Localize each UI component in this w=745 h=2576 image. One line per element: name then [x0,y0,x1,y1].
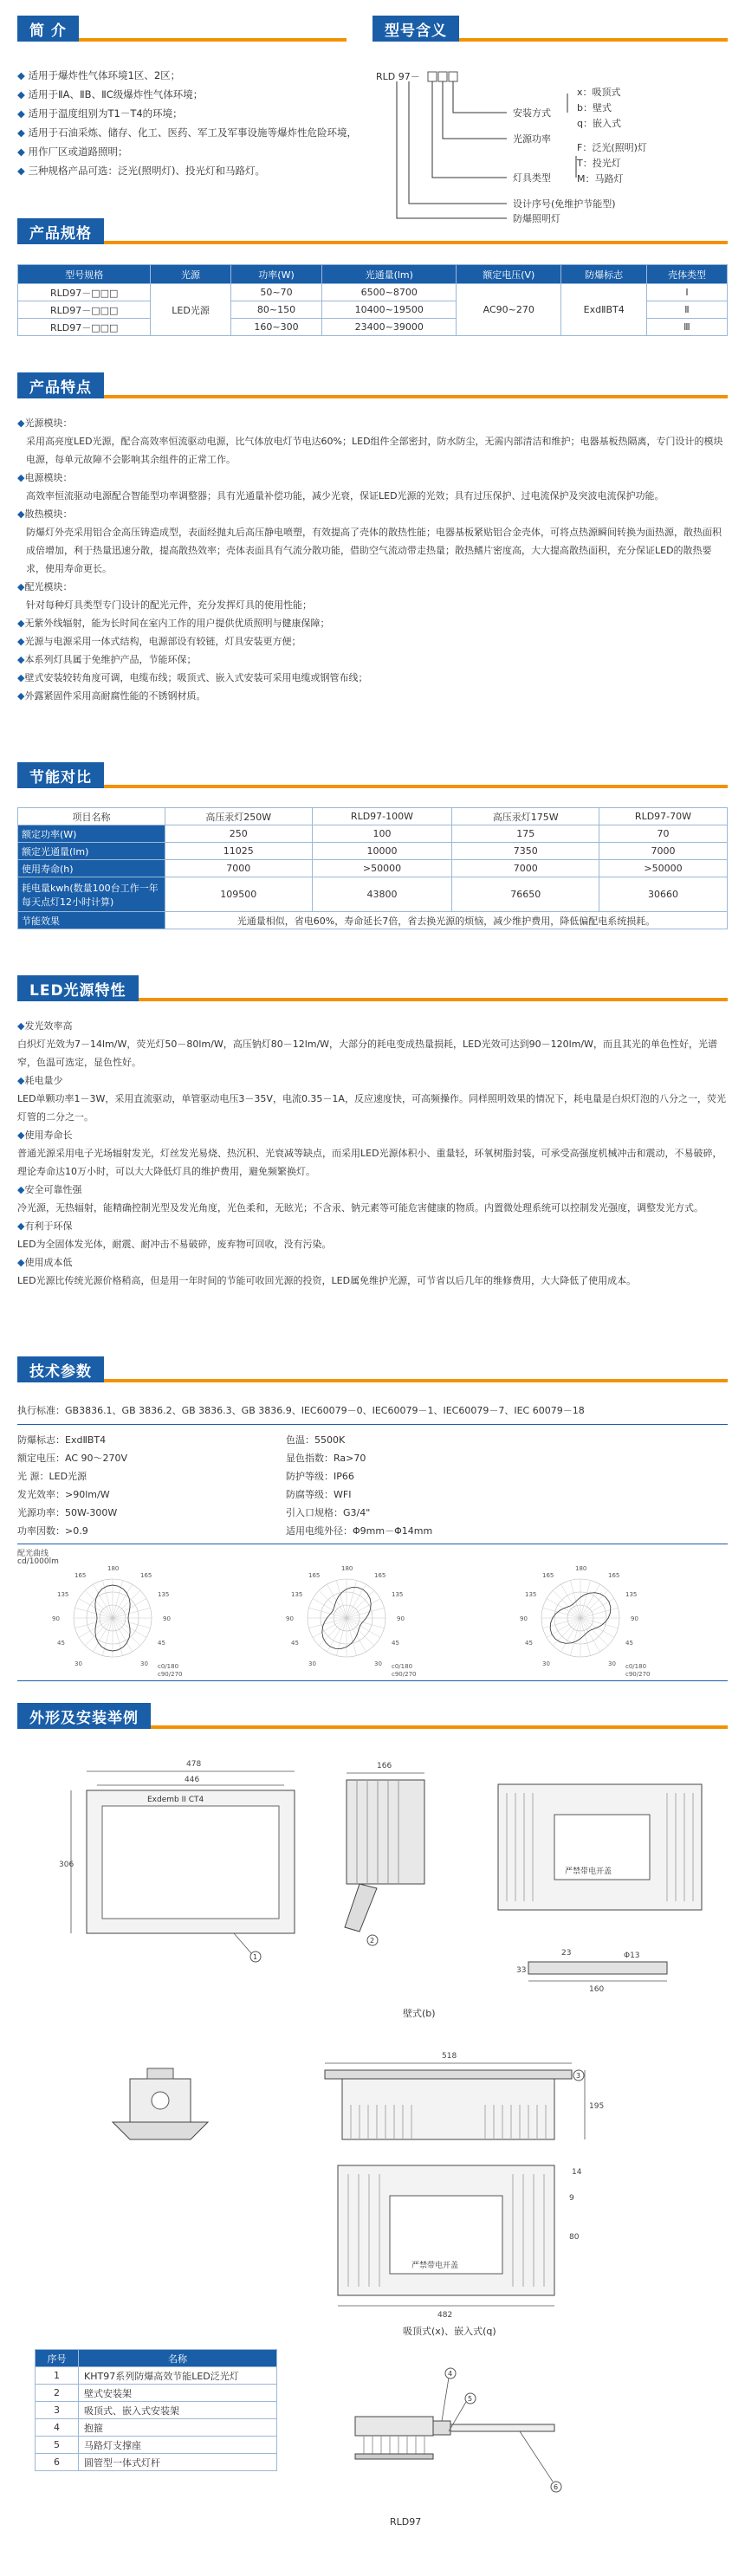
tech-param: 适用电缆外径：Φ9mm－Φ14mm [286,1525,433,1537]
spec-col-header: 功率(W) [230,265,322,284]
tech-param: 光源功率：50W-300W [17,1507,118,1518]
energy-row: 额定光通量(lm) 11025 10000 7350 7000 [18,843,728,860]
energy-row: 额定功率(W) 250 100 175 70 [18,825,728,843]
svg-text:518: 518 [442,2052,457,2061]
spec-col-header: 光通量(lm) [322,265,457,284]
svg-text:c90/270: c90/270 [158,1671,183,1678]
svg-text:80: 80 [569,2233,580,2242]
feature-title: ◆散热模块： [17,508,73,520]
feature-title: ◆电源模块： [17,472,73,483]
led-feature-body: LED光源比传统光源价格稍高，但是用一年时间的节能可收回光源的投资，LED属免维护光源，可节省以后几年的维修费用，大大降低了使用成本。 [17,1275,637,1286]
tech-right [286,1431,546,1540]
nameplate: Exdemb II CT4 [147,1796,204,1804]
svg-text:90: 90 [286,1615,294,1622]
curve-title: 配光曲线 [17,1550,49,1558]
spec-col-header: 额定电压(V) [457,265,561,284]
svg-text:90: 90 [163,1615,171,1622]
svg-text:T：投光灯: T：投光灯 [577,158,621,169]
svg-text:33: 33 [516,1966,527,1975]
svg-text:135: 135 [57,1591,69,1598]
svg-text:45: 45 [525,1640,533,1647]
tech-header [17,1356,728,1382]
svg-text:166: 166 [377,1762,392,1770]
svg-text:135: 135 [625,1591,638,1598]
parts-row: 3 吸顶式、嵌入式安装架 [36,2402,277,2419]
svg-text:4: 4 [448,2370,453,2378]
svg-text:482: 482 [437,2311,453,2320]
svg-text:45: 45 [392,1640,399,1647]
feature-title: ◆光源模块： [17,417,73,429]
ceiling-mount-drawing [17,2044,728,2339]
model-title: 型号含义 [372,16,459,42]
polar-curve [52,1565,182,1678]
rld-caption: RLD97 [390,2516,422,2527]
led-feature-title: ◆有利于环保 [17,1220,73,1232]
polar-curve [286,1565,416,1678]
install-title: 外形及安装举例 [17,1703,151,1729]
feature-body: 针对每种灯具类型专门设计的配光元件，充分发挥灯具的使用性能； [26,599,312,611]
tech-param: 额定电压：AC 90～270V [17,1453,128,1464]
svg-text:180: 180 [341,1565,353,1572]
svg-text:165: 165 [542,1572,554,1579]
led-feature-body: LED为全固体发光体，耐震、耐冲击不易破碎，废弃物可回收，没有污染。 [17,1239,332,1250]
svg-text:30: 30 [608,1660,616,1667]
intro-item: ◆ 三种规格产品可选：泛光(照明灯)、投光灯和马路灯。 [17,165,265,177]
svg-text:165: 165 [140,1572,152,1579]
svg-text:M：马路灯: M：马路灯 [577,173,624,184]
led-feature-body: LED单颗功率1－3W，采用直流驱动，单管驱动电压3－35V，电流0.35－1A，反应速度快，可高频操作。同样照明效果的情况下，耗电量是白炽灯泡的八分之一，荧光灯管的二分之一。 [17,1093,726,1123]
features-header [17,372,728,398]
feature-title: ◆配光模块： [17,581,73,592]
svg-text:b：壁式: b：壁式 [577,102,612,113]
led-feature-body: 白炽灯光效为7－14lm/W，荧光灯50－80lm/W，高压钠灯80－12lm/W，大部分的耗电变成热量损耗，LED光效可达到90－120lm/W，而且其光的单色性好，光谱窄，色温可选定，显色性好。 [17,1039,717,1068]
svg-text:c0/180: c0/180 [158,1663,179,1670]
feature-bullet: ◆无紫外线辐射，能为长时间在室内工作的用户提供优质照明与健康保障； [17,618,330,629]
tech-param: 光 源：LED光源 [17,1471,87,1482]
specs-title: 产品规格 [17,218,104,244]
svg-text:Φ13: Φ13 [624,1951,640,1960]
feature-bullet: ◆光源与电源采用一体式结构，电源部设有较链，灯具安装更方便； [17,636,301,647]
label-type: 灯具类型 [513,172,551,184]
spec-table: 型号规格 光源 功率(W) 光通量(lm) 额定电压(V) 防爆标志 壳体类型 RLD97－□□□ LED光源 50~70 6500~8700 AC90~270 ExdⅡBT4 Ⅰ RLD97－□□□ 80~150 10400~19500 Ⅱ RLD97－□□□ 160~300 23400~39000 Ⅲ [17,264,728,336]
tech-param: 防护等级：IP66 [286,1471,354,1482]
svg-text:c0/180: c0/180 [392,1663,413,1670]
led-list [17,1017,728,1290]
svg-text:45: 45 [158,1640,165,1647]
tech-title: 技术参数 [17,1356,104,1382]
svg-text:2: 2 [370,1937,375,1945]
parts-table: 序号 名称 1 KHT97系列防爆高效节能LED泛光灯 2 壁式安装架 3 吸顶式、嵌入式安装架 4 抱箍 5 马路灯支撑座 6 圆管型一体式灯杆 [35,2349,277,2471]
svg-text:45: 45 [57,1640,65,1647]
feature-bullet: ◆壁式安装较转角度可调，电缆布线；吸顶式、嵌入式安装可采用电缆或钢管布线； [17,672,368,683]
svg-text:165: 165 [74,1572,87,1579]
energy-table [17,807,728,929]
led-header [17,975,728,1001]
spec-col-header: 防爆标志 [561,265,647,284]
led-feature-body: 普通光源采用电子光场辐射发光，灯丝发光易烧、热沉积、光衰减等缺点，而采用LED光源体积小、重量轻，环氧树脂封装，可承受高强度机械冲击和震动，不易破碎，理论寿命达10万小时，可以大大降低灯具的维护费用，避免频繁换灯。 [17,1148,722,1177]
svg-text:160: 160 [589,1985,605,1994]
svg-text:1: 1 [253,1953,258,1961]
svg-text:135: 135 [291,1591,303,1598]
svg-text:30: 30 [374,1660,382,1667]
svg-text:135: 135 [525,1591,537,1598]
tech-param: 色温：5500K [286,1434,346,1446]
wall-caption: 壁式(b) [403,2008,436,2019]
svg-text:14: 14 [572,2168,582,2177]
features-list [17,414,728,705]
energy-row: 耗电量kwh(数量100台工作一年每天点灯12小时计算) 109500 43800 76650 30660 [18,877,728,912]
install-header [17,1703,728,1729]
svg-text:q：嵌入式: q：嵌入式 [577,118,621,129]
svg-text:165: 165 [374,1572,386,1579]
light-distribution-curves [17,1549,728,1679]
energy-header [17,762,728,788]
feature-body: 采用高亮度LED光源，配合高效率恒流驱动电源，比气体放电灯节电达60%；LED组件全部密封，防水防尘，无需内部清洁和维护；电器基板热隔离，专门设计的模块电源，每单元故障不会影响其余组件的正常工作。 [26,436,723,465]
model-code: RLD 97－ [376,71,420,82]
svg-text:3: 3 [576,2072,581,2080]
feature-body: 高效率恒流驱动电源配合智能型功率调整器；具有光通量补偿功能，减少光衰，保证LED光源的光效；具有过压保护、过电流保护及突波电流保护功能。 [26,490,664,502]
led-feature-title: ◆使用成本低 [17,1257,73,1268]
tech-param: 引入口规格：G3/4" [286,1507,371,1518]
svg-text:6: 6 [554,2483,559,2491]
parts-row: 2 壁式安装架 [36,2385,277,2402]
led-feature-title: ◆发光效率高 [17,1020,73,1032]
led-feature-title: ◆使用寿命长 [17,1129,73,1141]
parts-row: 4 抱箍 [36,2419,277,2437]
label-power: 光源功率 [513,133,551,145]
curve-unit: cd/1000lm [17,1557,59,1566]
spec-col-header: 型号规格 [18,265,151,284]
svg-text:23: 23 [561,1949,572,1958]
parts-row: 5 马路灯支撑座 [36,2437,277,2454]
intro-header [17,16,347,42]
led-title: LED光源特性 [17,975,139,1001]
warning-label-1: 严禁带电开盖 [565,1867,612,1876]
led-feature-title: ◆安全可靠性强 [17,1184,82,1195]
intro-item: ◆ 适用于ⅡA、ⅡB、ⅡC级爆炸性气体环境； [17,88,204,100]
model-header [372,16,728,42]
svg-text:5: 5 [468,2395,473,2403]
svg-text:446: 446 [185,1776,200,1784]
parts-row: 1 KHT97系列防爆高效节能LED泛光灯 [36,2367,277,2385]
svg-text:30: 30 [542,1660,550,1667]
svg-text:135: 135 [392,1591,404,1598]
street-light-drawing [321,2352,606,2534]
svg-text:90: 90 [397,1615,405,1622]
model-diagram [372,52,736,225]
svg-text:30: 30 [140,1660,148,1667]
intro-title: 简 介 [17,16,79,42]
svg-text:90: 90 [631,1615,638,1622]
energy-effect-row: 节能效果 光通量相似，省电60%，寿命延长7倍，省去换光源的烦恼，减少维护费用，降低偏配电系统损耗。 [18,912,728,929]
svg-text:90: 90 [520,1615,528,1622]
features-title: 产品特点 [17,372,104,398]
led-feature-body: 冷光源，无热辐射，能精确控制光型及发光角度，光色柔和，无眩光；不含汞、钠元素等可能危害健康的物质。内置微处理系统可以控制发光强度，调整发光方式。 [17,1202,703,1214]
ceiling-caption: 吸顶式(x)、嵌入式(q) [403,2326,496,2337]
intro-item: ◆ 用作厂区或道路照明； [17,146,128,158]
intro-item: ◆ 适用于石油采炼、储存、化工、医药、军工及军事设施等爆炸性危险环境， [17,126,357,139]
svg-text:165: 165 [608,1572,620,1579]
svg-text:x：吸顶式: x：吸顶式 [577,87,621,98]
svg-text:9: 9 [569,2194,574,2203]
intro-item: ◆ 适用于爆炸性气体环境1区、2区； [17,69,181,81]
tech-param: 功率因数：>0.9 [17,1525,88,1537]
spec-col-header: 光源 [151,265,230,284]
svg-text:135: 135 [158,1591,170,1598]
svg-text:45: 45 [291,1640,299,1647]
energy-row: 使用寿命(h) 7000 >50000 7000 >50000 [18,860,728,877]
intro-list [17,66,364,180]
svg-text:45: 45 [625,1640,633,1647]
led-feature-title: ◆耗电量少 [17,1075,63,1086]
feature-body: 防爆灯外壳采用铝合金高压铸造成型，表面经抛丸后高压静电喷塑，有效提高了壳体的散热性能；电器基板紧贴铝合金壳体，可将点热源瞬间转换为面热源，散热面积成倍增加，利于热量迅速分散，提高散热效率；壳体表面具有气流分散功能，借助空气流动带走热量；散热鳍片密度高，大大提高散热面积，充分保证LED的散热要求，使用寿命更长。 [26,527,722,574]
svg-text:180: 180 [107,1565,120,1572]
wall-mount-drawing [17,1745,728,2031]
tech-param: 防腐等级：WFI [286,1489,352,1500]
svg-text:c90/270: c90/270 [625,1671,651,1678]
label-explosion: 防爆照明灯 [513,213,560,224]
svg-text:165: 165 [308,1572,321,1579]
tech-param: 防爆标志：ExdⅡBT4 [17,1434,107,1446]
tech-left [17,1431,277,1540]
tech-standards: 执行标准：GB3836.1、GB 3836.2、GB 3836.3、GB 3836.9、IEC60079－0、IEC60079－1、IEC60079－7、IEC 60079－18 [17,1405,585,1416]
label-install: 安装方式 [513,107,551,119]
warning-label-2: 严禁带电开盖 [411,2262,459,2270]
spec-col-header: 壳体类型 [646,265,727,284]
feature-bullet: ◆外露紧固件采用高耐腐性能的不锈钢材质。 [17,690,206,702]
parts-row: 6 圆管型一体式灯杆 [36,2454,277,2471]
tech-param: 显色指数：Ra>70 [286,1453,366,1464]
polar-curve [520,1565,650,1678]
energy-title: 节能对比 [17,762,104,788]
svg-text:90: 90 [52,1615,60,1622]
tech-param: 发光效率：>90lm/W [17,1489,110,1500]
svg-text:30: 30 [74,1660,82,1667]
energy-header-row: 项目名称 高压汞灯250W RLD97-100W 高压汞灯175W RLD97-70W [18,808,728,825]
intro-item: ◆ 适用于温度组别为T1－T4的环境； [17,107,183,120]
svg-text:F：泛光(照明)灯: F：泛光(照明)灯 [577,142,647,153]
svg-text:180: 180 [575,1565,587,1572]
label-design: 设计序号(免维护节能型) [513,198,616,210]
svg-text:c90/270: c90/270 [392,1671,417,1678]
svg-text:478: 478 [186,1760,202,1769]
svg-text:195: 195 [589,2102,605,2111]
feature-bullet: ◆本系列灯具属于免维护产品，节能环保； [17,654,197,665]
svg-text:c0/180: c0/180 [625,1663,647,1670]
specs-header [17,218,728,244]
svg-text:30: 30 [308,1660,316,1667]
svg-text:306: 306 [59,1861,74,1869]
